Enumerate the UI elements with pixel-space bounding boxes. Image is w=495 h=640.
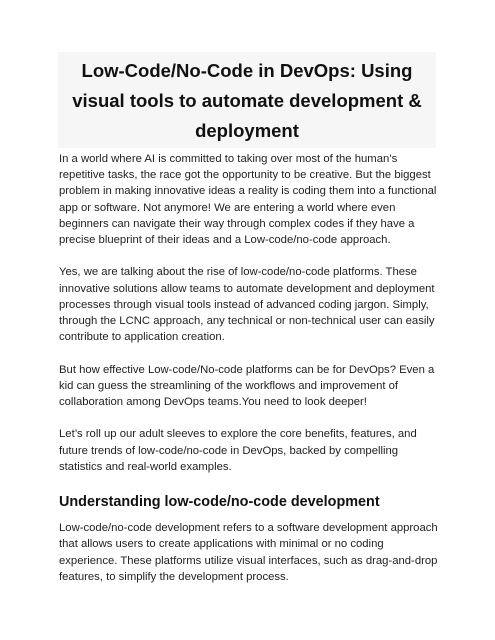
body-paragraph: But how effective Low-code/No-code platforms can be for DevOps? Even a kid can guess the streamlining of the workflows and improvement of collaboration among DevOps teams.You need to look deeper! [59,363,435,409]
section-paragraph: Low-code/no-code development refers to a software development approach that allows users to create applications with minimal or no coding experience. These platforms utilize visual interfaces, such as drag-and-drop features, to simplify the development process. [59,522,438,583]
article-body [59,151,439,601]
page-title: Low-Code/No-Code in DevOps: Using visual tools to automate development & deployment [72,60,422,141]
body-paragraph: Let’s roll up our adult sleeves to explore the core benefits, features, and future trends of low-code/no-code in DevOps, backed by compelling statistics and real-world examples. [59,428,417,473]
section-heading: Understanding low-code/no-code development [59,494,380,511]
intro-paragraph: In a world where AI is committed to taking over most of the human’s repetitive tasks, the race got the opportunity to be creative. But the biggest problem in making innovative ideas a reality is coding them into a functional app or software. Not anymore! We are entering a world where even beginners can navigate their way through complex codes if they have a precise blueprint of their ideas and a Low-code/no-code approach. [59,153,437,247]
title-block [58,52,436,148]
body-paragraph: Yes, we are talking about the rise of low-code/no-code platforms. These innovative solutions allow teams to automate development and deployment processes through visual tools instead of advanced coding jargon. Simply, through the LCNC approach, any technical or non-technical user can easily contribute to application creation. [59,266,435,344]
